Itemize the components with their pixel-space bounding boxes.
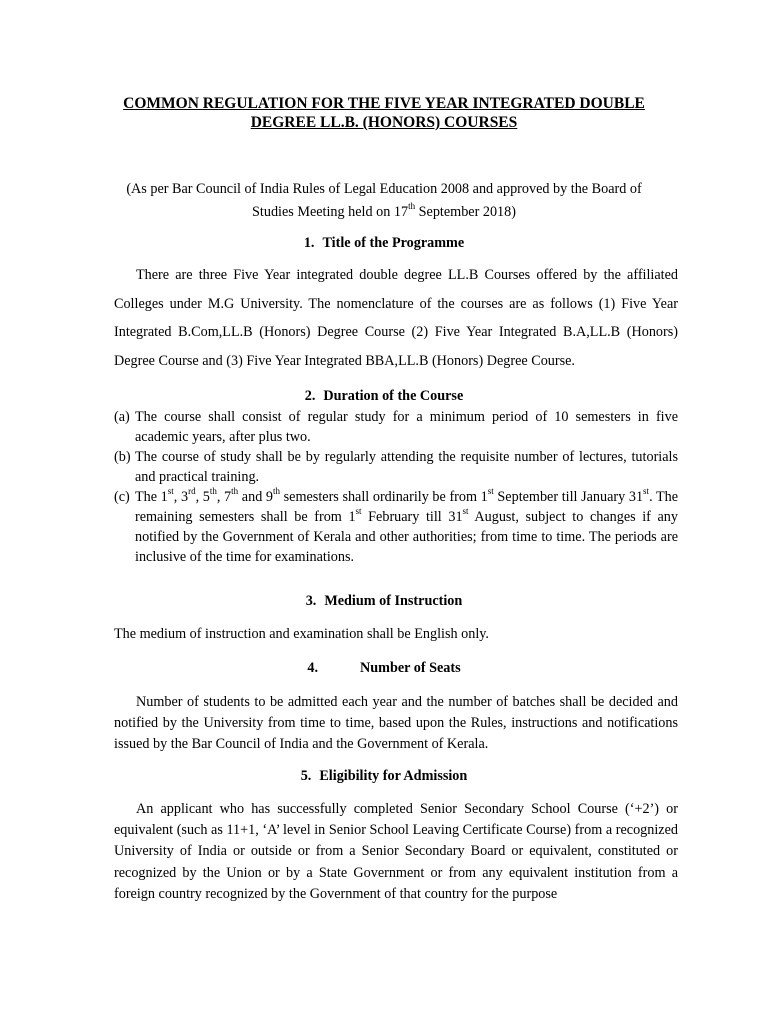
section-3-title: Medium of Instruction [324, 593, 463, 609]
title-line-2: DEGREE LL.B. (HONORS) COURSES [250, 114, 518, 131]
c-text-3: , 5 [195, 489, 210, 505]
list-item-c [114, 487, 678, 567]
section-1-text: There are three Five Year integrated double degree LL.B Courses offered by the affiliated Colleges under M.G University. The nomenclature of the courses are as follows (1) Five Year Integrated B.Com,LL.B (Honors) Degree Course (2) Five Year Integrated B.A,LL.B (Honors) Degree Course and (3) Five Year Integrated BBA,LL.B (Honors) Degree Course. [114, 267, 678, 369]
preamble-text-b: September 2018) [415, 204, 516, 220]
section-4-heading [0, 660, 768, 677]
section-3-heading [0, 593, 768, 610]
section-4-number: 4. [307, 660, 318, 676]
c-sup-2: rd [188, 486, 196, 497]
c-text-8: . The remaining semesters shall be from 1 [135, 489, 679, 525]
section-1-heading [0, 235, 768, 252]
preamble-line-2 [96, 201, 672, 224]
preamble-sup: th [408, 201, 416, 212]
preamble [96, 178, 672, 224]
section-2-title: Duration of the Course [323, 388, 464, 404]
section-2-list [114, 407, 678, 567]
c-text-5: and 9 [238, 489, 274, 505]
section-4-title: Number of Seats [360, 660, 461, 676]
c-text-4: , 7 [216, 489, 232, 505]
section-3-number: 3. [305, 593, 317, 609]
list-marker-b: (b) [114, 449, 131, 465]
c-text-1: The 1 [135, 489, 168, 505]
section-4-text: Number of students to be admitted each year and the number of batches shall be decided and notified by the University from time to time, based upon the Rules, instructions and notifications issued by the Bar Council of India and the Government of Kerala. [114, 694, 678, 752]
c-sup-8: st [355, 506, 362, 517]
c-sup-1: st [167, 486, 174, 497]
section-3-text: The medium of instruction and examination shall be English only. [114, 626, 489, 642]
c-sup-7: st [643, 486, 650, 497]
list-text-b: The course of study shall be by regularly attending the requisite number of lectures, tutorials and practical training. [135, 449, 678, 485]
c-text-7: September till January 31 [493, 489, 644, 505]
c-text-9: February till 31 [361, 509, 463, 525]
preamble-text-a: Studies Meeting held on 17 [252, 204, 409, 220]
list-marker-a: (a) [114, 409, 130, 425]
section-5-title: Eligibility for Admission [319, 768, 468, 784]
c-text-10: August, subject to changes if any notified by the Government of Kerala and other authorities; from time to time. The periods are inclusive of the time for examinations. [135, 509, 678, 565]
document-title [90, 94, 678, 132]
list-item-a [114, 407, 678, 447]
c-sup-4: th [231, 486, 239, 497]
c-sup-3: th [209, 486, 217, 497]
list-text-c [135, 487, 678, 567]
list-text-a: The course shall consist of regular study for a minimum period of 10 semesters in five academic years, after plus two. [135, 409, 678, 445]
list-item-b [114, 447, 678, 487]
c-sup-5: th [273, 486, 281, 497]
section-5-text: An applicant who has successfully completed Senior Secondary School Course (‘+2’) or equivalent (such as 11+1, ‘A’ level in Senior School Leaving Certificate Course) from a recognized University of India or outside or from a Senior Secondary Board or equivalent, constituted or recognized by the Union or by a State Government or from any equivalent institution from a foreign country recognized by the Government of that country for the purpose [114, 801, 678, 902]
section-5-number: 5. [300, 768, 312, 784]
c-text-2: , 3 [173, 489, 189, 505]
list-marker-c: (c) [114, 489, 130, 505]
c-text-6: semesters shall ordinarily be from 1 [280, 489, 488, 505]
section-2-number: 2. [304, 388, 316, 404]
section-1-number: 1. [303, 235, 315, 251]
c-sup-9: st [462, 506, 469, 517]
title-line-1: COMMON REGULATION FOR THE FIVE YEAR INTEGRATED DOUBLE [123, 95, 645, 112]
c-sup-6: st [487, 486, 494, 497]
section-5-heading [0, 768, 768, 785]
section-2-heading [0, 388, 768, 405]
preamble-line-1: (As per Bar Council of India Rules of Legal Education 2008 and approved by the Board of [126, 181, 642, 197]
section-1-title: Title of the Programme [322, 235, 465, 251]
